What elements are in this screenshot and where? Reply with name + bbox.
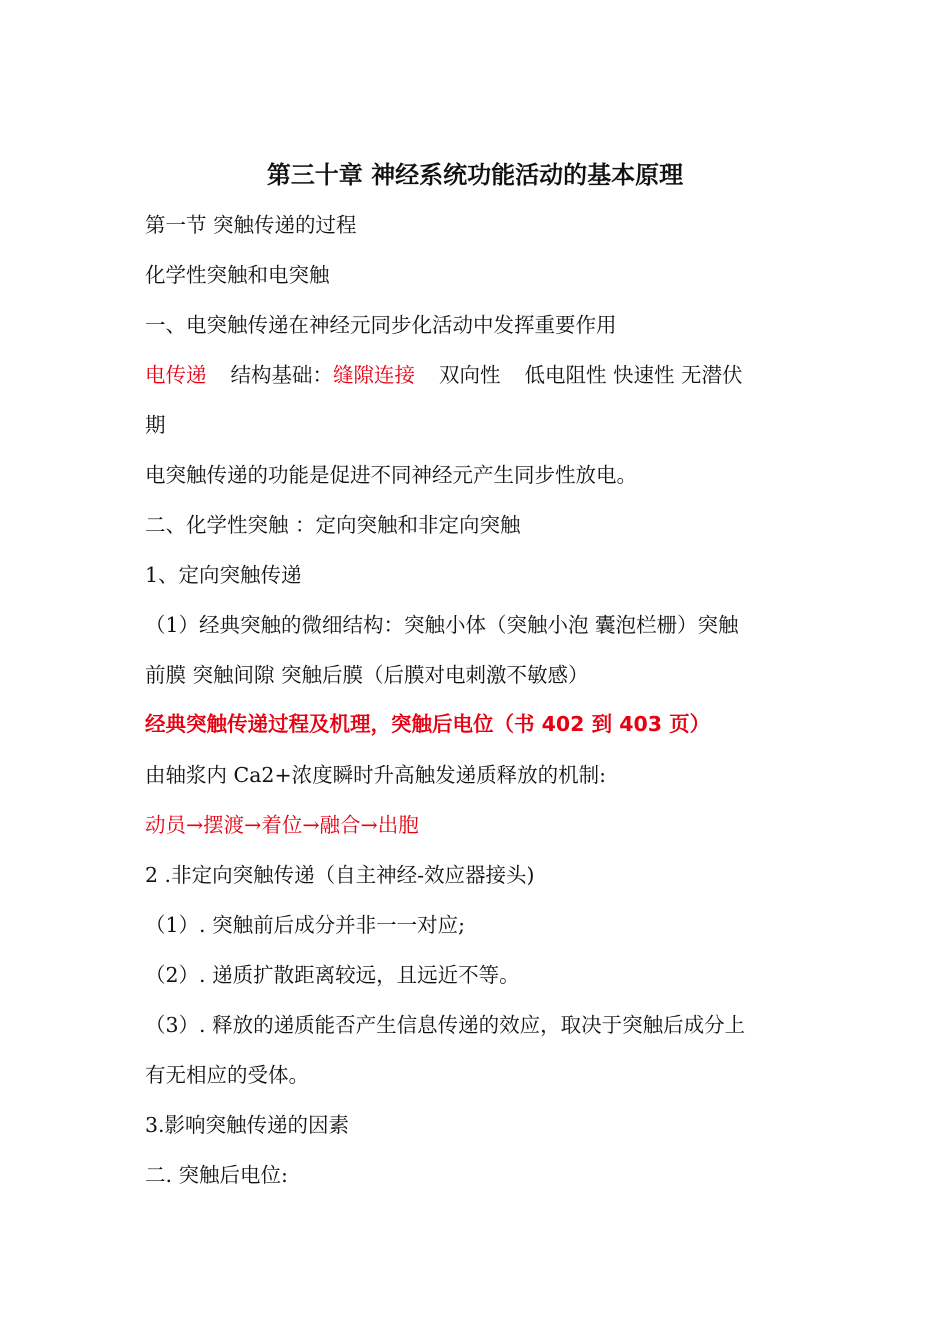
numbered-heading: 2 .非定向突触传递（自主神经-效应器接头) [145, 863, 535, 887]
numbered-heading: 3.影响突触传递的因素 [145, 1113, 350, 1137]
paragraph-heading: 二、化学性突触 ：定向突触和非定向突触 [145, 513, 521, 537]
properties-text: 低电阻性 快速性 无潜伏 [524, 363, 743, 387]
text-line: 前膜 突触间隙 突触后膜（后膜对电刺激不敏感） [145, 663, 589, 687]
bidirectional-text: 双向性 [439, 363, 501, 387]
text-line: 期 [145, 413, 166, 437]
electrical-transmission-line [145, 365, 810, 386]
numbered-heading: 1、定向突触传递 [145, 563, 302, 587]
section-heading: 第一节 突触传递的过程 [145, 213, 357, 237]
highlight-process-steps: 动员→摆渡→着位→融合→出胞 [145, 813, 419, 837]
list-item: （2）. 递质扩散距离较远，且远近不等。 [145, 963, 520, 987]
subsection-heading: 化学性突触和电突触 [145, 263, 330, 287]
list-item: （3）. 释放的递质能否产生信息传递的效应，取决于突触后成分上 [145, 1013, 746, 1037]
text-line: 由轴浆内 Ca2+浓度瞬时升高触发递质释放的机制: [145, 763, 607, 787]
structure-basis-label: 结构基础： [230, 363, 333, 387]
text-line: 电突触传递的功能是促进不同神经元产生同步性放电。 [145, 463, 637, 487]
text-line: 有无相应的受体。 [145, 1063, 309, 1087]
paragraph-heading: 二. 突触后电位: [145, 1163, 288, 1187]
chapter-title: 第三十章 神经系统功能活动的基本原理 [266, 161, 684, 189]
highlight-gap-junction: 缝隙连接 [333, 363, 415, 387]
highlight-electrical-transmission: 电传递 [145, 363, 207, 387]
list-item: （1）. 突触前后成分并非一一对应; [145, 913, 465, 937]
text-line: （1）经典突触的微细结构：突触小体（突触小泡 囊泡栏栅）突触 [145, 613, 739, 637]
highlight-key-point: 经典突触传递过程及机理，突触后电位（书 402 到 403 页） [145, 712, 711, 736]
paragraph-heading: 一、电突触传递在神经元同步化活动中发挥重要作用 [145, 313, 617, 337]
